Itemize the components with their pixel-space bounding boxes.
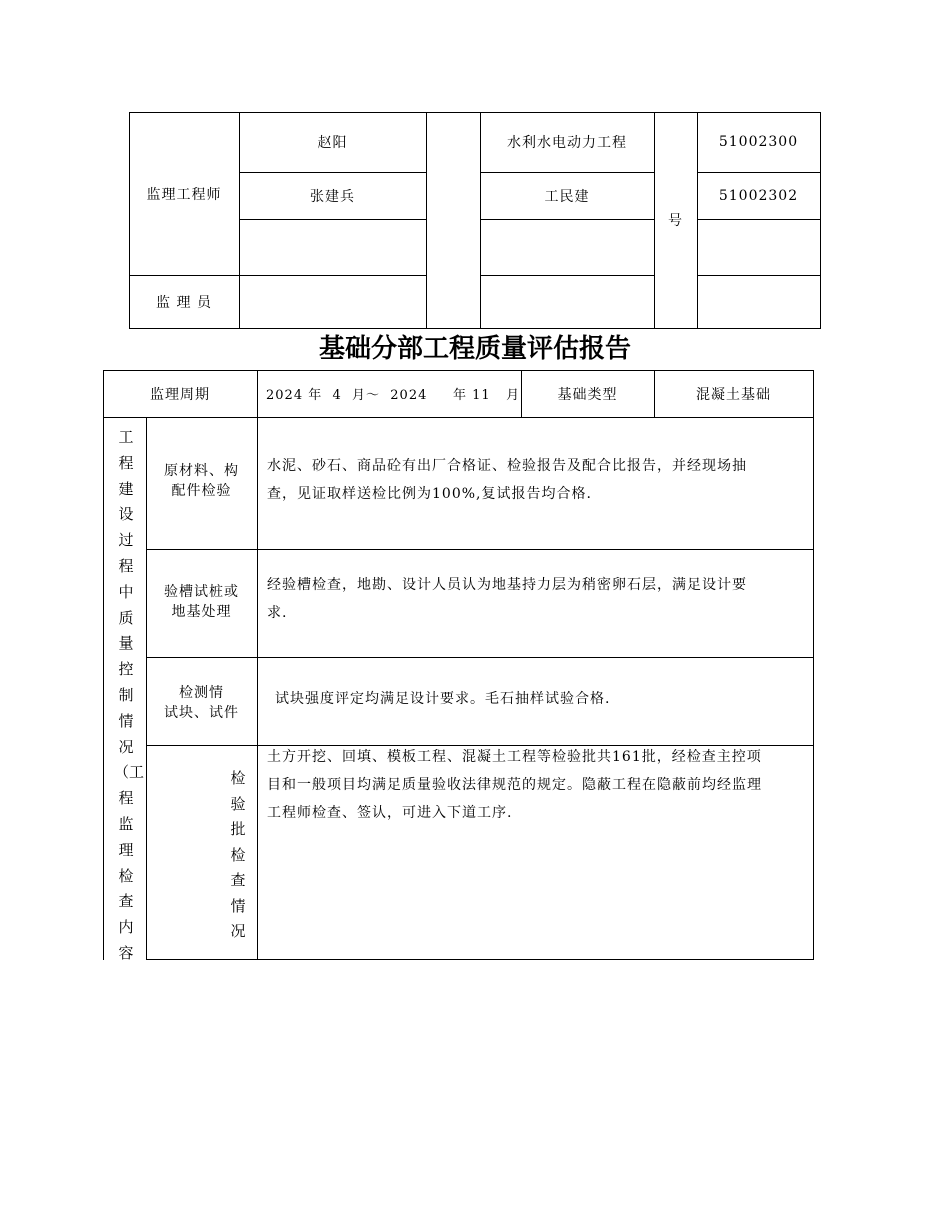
role-supervisor: 监 理 员 — [156, 294, 212, 311]
staff-number — [697, 219, 820, 275]
item-label: 检测情 — [179, 685, 224, 701]
item-content: 求. — [267, 605, 288, 621]
item-label: 地基处理 — [171, 604, 232, 620]
staff-number — [697, 275, 820, 328]
staff-major: 水利水电动力工程 — [507, 135, 627, 151]
row-divider — [146, 657, 814, 658]
number-label: 号 — [668, 213, 683, 229]
table-border-bottom — [146, 959, 814, 960]
col-divider — [813, 370, 814, 960]
item-label: 验槽试桩或 — [164, 584, 239, 600]
row-divider — [103, 417, 814, 418]
item-label: 配件检验 — [171, 483, 232, 499]
page-title: 基础分部工程质量评估报告 — [318, 334, 631, 364]
staff-name — [239, 275, 426, 328]
col-divider — [820, 112, 821, 329]
item-label: 试块、试件 — [164, 705, 239, 721]
staff-number: 51002300 — [718, 134, 799, 150]
col-divider — [426, 112, 427, 329]
item-content: 工程师检查、签认，可进入下道工序. — [267, 805, 513, 821]
side-label-vertical: 工程建设过程中质量控制情况（工程监理检查内容 — [114, 428, 145, 962]
row-divider — [146, 549, 814, 550]
item-content: 水泥、砂石、商品砼有出厂合格证、检验报告及配合比报告，并经现场抽 — [267, 458, 747, 474]
staff-major — [480, 275, 654, 328]
staff-name: 张建兵 — [310, 188, 355, 205]
item-label-vertical: 检验批检查情况 — [230, 769, 246, 940]
staff-number: 51002302 — [718, 187, 799, 204]
col-divider — [103, 370, 104, 960]
staff-name: 赵阳 — [317, 135, 348, 151]
item-label: 原材料、构 — [164, 463, 239, 479]
col-divider — [257, 370, 258, 960]
period-label: 监理周期 — [150, 386, 210, 403]
staff-name — [239, 219, 426, 275]
staff-major — [480, 219, 654, 275]
item-content: 经验槽检查，地勘、设计人员认为地基持力层为稍密卵石层，满足设计要 — [267, 577, 747, 593]
item-content: 目和一般项目均满足质量验收法律规范的规定。隐蔽工程在隐蔽前均经监理 — [267, 777, 762, 793]
item-content: 查，见证取样送检比例为100%,复试报告均合格. — [267, 486, 592, 502]
item-content: 土方开挖、回填、模板工程、混凝土工程等检验批共161批，经检查主控项 — [267, 749, 762, 765]
foundation-type-value: 混凝土基础 — [696, 386, 771, 403]
item-content: 试块强度评定均满足设计要求。毛石抽样试验合格. — [275, 691, 611, 707]
role-engineer: 监理工程师 — [146, 186, 222, 203]
staff-major: 工民建 — [544, 188, 590, 205]
foundation-type-label: 基础类型 — [557, 386, 618, 403]
period-value: 2024 年 4 月～ 2024 年 11 月 — [266, 388, 521, 403]
